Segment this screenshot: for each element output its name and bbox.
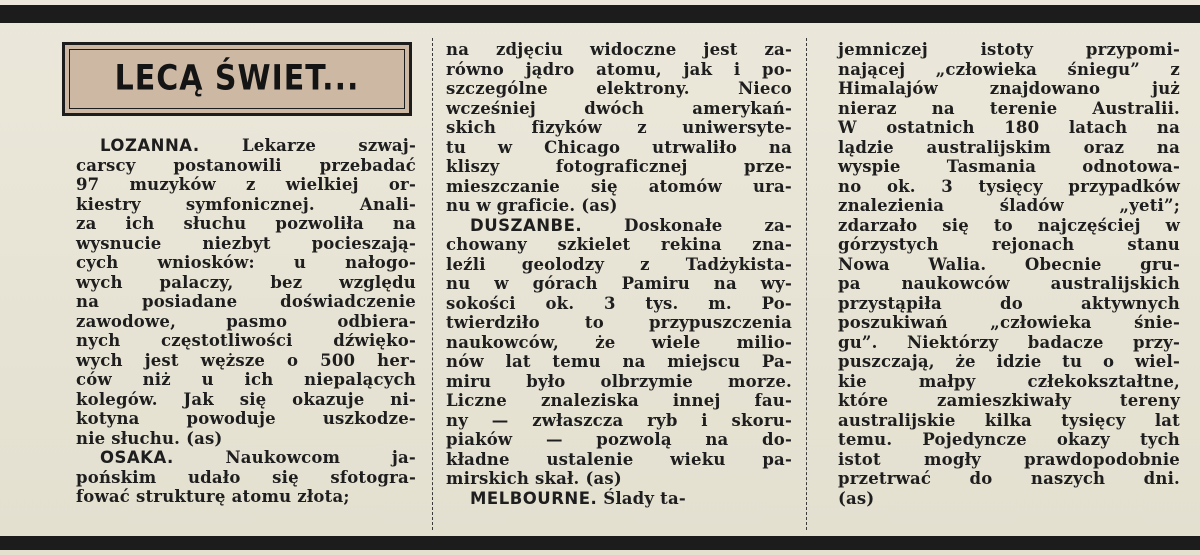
text-line bbox=[76, 195, 416, 215]
column-divider-2 bbox=[806, 38, 807, 530]
text-line bbox=[838, 79, 1180, 99]
text-line bbox=[838, 235, 1180, 255]
text-line bbox=[838, 118, 1180, 138]
dateline-city: MELBOURNE. bbox=[470, 488, 598, 508]
text-line bbox=[838, 138, 1180, 158]
text-line bbox=[446, 255, 792, 275]
text-line bbox=[76, 312, 416, 332]
line-text: (as) bbox=[838, 488, 875, 508]
text-line bbox=[76, 156, 416, 176]
text-line bbox=[76, 429, 416, 449]
top-rule bbox=[0, 5, 1200, 23]
text-line bbox=[446, 450, 792, 470]
text-line bbox=[446, 372, 792, 392]
line-text: 97 muzyków z wielkiej or- bbox=[76, 175, 416, 194]
text-line bbox=[446, 60, 792, 80]
text-line bbox=[446, 99, 792, 119]
text-line bbox=[838, 177, 1180, 197]
line-text: przetrwać do naszych dni. bbox=[838, 469, 1180, 488]
line-text: Liczne znaleziska innej fau- bbox=[446, 391, 792, 410]
text-line bbox=[838, 489, 1180, 509]
text-line bbox=[838, 450, 1180, 470]
line-text: no ok. 3 tysięcy przypadków bbox=[838, 176, 1180, 196]
column-divider-1 bbox=[432, 38, 433, 530]
line-text: zdarzało się to najczęściej w bbox=[838, 215, 1180, 235]
text-line bbox=[76, 370, 416, 390]
bottom-rule bbox=[0, 536, 1200, 550]
line-text: kładne ustalenie wieku pa- bbox=[446, 449, 792, 469]
text-line bbox=[838, 411, 1180, 431]
line-text: lądzie australijskim oraz na bbox=[838, 137, 1180, 157]
line-text: na posiadane doświadczenie bbox=[76, 292, 416, 311]
headline-box bbox=[62, 42, 412, 116]
text-line bbox=[446, 138, 792, 158]
text-line bbox=[446, 40, 792, 60]
article-column-3 bbox=[838, 40, 1180, 508]
line-text: australijskie kilka tysięcy lat bbox=[838, 410, 1180, 430]
line-text: jemniczej istoty przypomi- bbox=[838, 40, 1180, 59]
text-line bbox=[838, 352, 1180, 372]
line-text: gu”. Niektórzy badacze przy- bbox=[838, 332, 1180, 352]
text-line bbox=[838, 40, 1180, 60]
dateline-city: LOZANNA. bbox=[100, 136, 200, 155]
line-text: które zamieszkiwały tereny bbox=[838, 391, 1180, 410]
line-text: wych jest węższe o 500 her- bbox=[76, 350, 416, 370]
text-line bbox=[76, 253, 416, 273]
line-text: nu w graficie. (as) bbox=[446, 196, 618, 215]
line-text: kiestry symfonicznej. Anali- bbox=[76, 194, 416, 214]
text-line bbox=[446, 313, 792, 333]
text-line bbox=[838, 196, 1180, 216]
text-line bbox=[76, 468, 416, 488]
line-text: za ich słuchu pozwoliła na bbox=[76, 214, 416, 233]
text-line bbox=[76, 214, 416, 234]
text-line bbox=[838, 372, 1180, 392]
text-line bbox=[838, 430, 1180, 450]
text-line bbox=[838, 216, 1180, 236]
text-line bbox=[838, 99, 1180, 119]
line-text: na zdjęciu widoczne jest za- bbox=[446, 40, 792, 59]
text-line bbox=[838, 274, 1180, 294]
text-line bbox=[76, 273, 416, 293]
line-text: poszukiwań „człowieka śnie- bbox=[838, 313, 1180, 332]
line-text: pa naukowców australijskich bbox=[838, 274, 1180, 293]
line-text: W ostatnich 180 latach na bbox=[838, 118, 1180, 137]
line-text: zawodowe, pasmo odbiera- bbox=[76, 311, 416, 331]
line-text: ców niż u ich niepalących bbox=[76, 370, 416, 389]
line-text: tu w Chicago utrwaliło na bbox=[446, 137, 792, 157]
line-text: ny — zwłaszcza ryb i skoru- bbox=[446, 410, 792, 430]
article-column-1 bbox=[76, 136, 416, 507]
line-text: przystąpiła do aktywnych bbox=[838, 293, 1180, 313]
text-line bbox=[446, 294, 792, 314]
dateline-city: DUSZANBE. bbox=[470, 215, 583, 235]
text-line bbox=[76, 175, 416, 195]
line-text: nych częstotliwości dźwięko- bbox=[76, 331, 416, 350]
text-line bbox=[76, 390, 416, 410]
line-text: wcześniej dwóch amerykań- bbox=[446, 98, 792, 118]
dateline-city: OSAKA. bbox=[100, 448, 174, 467]
text-line bbox=[446, 411, 792, 431]
line-text: naukowców, że wiele milio- bbox=[446, 332, 792, 352]
line-text: nu w górach Pamiru na wy- bbox=[446, 274, 792, 293]
text-line bbox=[446, 352, 792, 372]
line-text: kotyna powoduje uszkodze- bbox=[76, 409, 416, 428]
text-line bbox=[838, 333, 1180, 353]
text-line bbox=[446, 216, 792, 236]
line-text: carscy postanowili przebadać bbox=[76, 155, 416, 175]
line-text: nów lat temu na miejscu Pa- bbox=[446, 352, 792, 371]
line-text: cych wniosków: u nałogo- bbox=[76, 253, 416, 272]
headline-title: LECĄ ŚWIET... bbox=[114, 58, 360, 99]
line-text: kliszy fotograficznej prze- bbox=[446, 157, 792, 176]
line-text: kolegów. Jak się okazuje ni- bbox=[76, 389, 416, 409]
text-line bbox=[76, 136, 416, 156]
line-text: równo jądro atomu, jak i po- bbox=[446, 59, 792, 79]
text-line bbox=[446, 79, 792, 99]
line-text: szczególne elektrony. Nieco bbox=[446, 79, 792, 98]
text-line bbox=[446, 333, 792, 353]
line-text: istot mogły prawdopodobnie bbox=[838, 449, 1180, 469]
text-line bbox=[76, 351, 416, 371]
line-text: górzystych rejonach stanu bbox=[838, 235, 1180, 254]
text-line bbox=[76, 448, 416, 468]
article-column-2 bbox=[446, 40, 792, 508]
text-line bbox=[76, 487, 416, 507]
text-line bbox=[446, 489, 792, 509]
text-line bbox=[76, 331, 416, 351]
line-text: znalezienia śladów „yeti”; bbox=[838, 196, 1180, 215]
text-line bbox=[838, 60, 1180, 80]
line-text: mirskich skał. (as) bbox=[446, 469, 622, 488]
text-line bbox=[446, 118, 792, 138]
text-line bbox=[446, 235, 792, 255]
text-line bbox=[446, 157, 792, 177]
line-text: skich fizyków z uniwersyte- bbox=[446, 118, 792, 137]
text-line bbox=[446, 196, 792, 216]
line-text: fować strukturę atomu złota; bbox=[76, 487, 350, 506]
line-text: miru było olbrzymie morze. bbox=[446, 371, 792, 391]
line-text: wych palaczy, bez względu bbox=[76, 272, 416, 292]
line-text: Himalajów znajdowano już bbox=[838, 79, 1180, 98]
text-line bbox=[446, 177, 792, 197]
line-text: chowany szkielet rekina zna- bbox=[446, 235, 792, 254]
line-text: puszczają, że idzie tu o wiel- bbox=[838, 352, 1180, 371]
line-text: wyspie Tasmania odnotowa- bbox=[838, 157, 1180, 176]
line-text: Doskonałe za- bbox=[582, 215, 792, 235]
line-text: nającej „człowieka śniegu” z bbox=[838, 59, 1180, 79]
line-text: nie słuchu. (as) bbox=[76, 428, 223, 448]
text-line bbox=[838, 157, 1180, 177]
line-text: wysnucie niezbyt pocieszają- bbox=[76, 233, 416, 253]
text-line bbox=[76, 409, 416, 429]
line-text: nieraz na terenie Australii. bbox=[838, 98, 1180, 118]
line-text: Nowa Walia. Obecnie gru- bbox=[838, 254, 1180, 274]
text-line bbox=[838, 294, 1180, 314]
text-line bbox=[76, 292, 416, 312]
text-line bbox=[838, 391, 1180, 411]
line-text: twierdziło to przypuszczenia bbox=[446, 313, 792, 332]
line-text: Lekarze szwaj- bbox=[199, 136, 416, 155]
line-text: temu. Pojedyncze okazy tych bbox=[838, 430, 1180, 449]
text-line bbox=[446, 469, 792, 489]
line-text: Naukowcom ja- bbox=[173, 448, 416, 467]
line-text: kie małpy człekokształtne, bbox=[838, 371, 1180, 391]
line-text: Ślady ta- bbox=[597, 488, 686, 508]
line-text: pońskim udało się sfotogra- bbox=[76, 467, 416, 487]
text-line bbox=[76, 234, 416, 254]
text-line bbox=[838, 469, 1180, 489]
text-line bbox=[838, 313, 1180, 333]
line-text: leźli geolodzy z Tadżykista- bbox=[446, 254, 792, 274]
text-line bbox=[446, 430, 792, 450]
line-text: sokości ok. 3 tys. m. Po- bbox=[446, 293, 792, 313]
text-line bbox=[838, 255, 1180, 275]
text-line bbox=[446, 391, 792, 411]
line-text: piaków — pozwolą na do- bbox=[446, 430, 792, 449]
line-text: mieszczanie się atomów ura- bbox=[446, 176, 792, 196]
text-line bbox=[446, 274, 792, 294]
